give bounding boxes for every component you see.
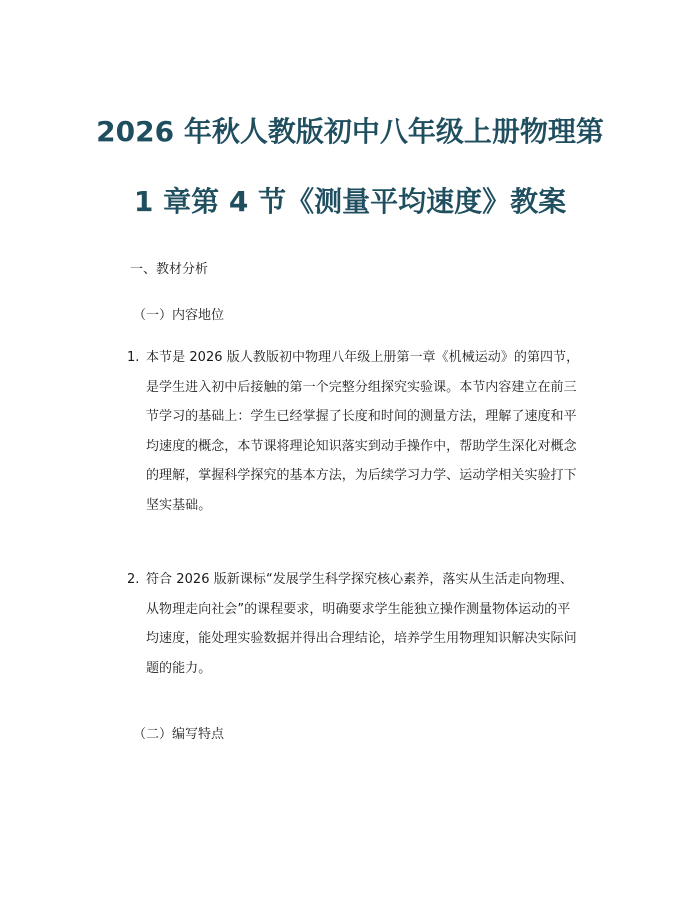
section-heading-textbook-analysis: 一、教材分析 [130, 262, 209, 277]
paragraph-line: 题的能力。 [146, 660, 212, 676]
paragraph-line: 的理解，掌握科学探究的基本方法，为后续学习力学、运动学相关实验打下 [146, 468, 577, 483]
list-item-text [146, 565, 608, 683]
paragraph-line: 从物理走向社会”的课程要求，明确要求学生能独立操作测量物体运动的平 [146, 601, 571, 617]
document-title-line-1: 2026 年秋人教版初中八年级上册物理第 [96, 115, 604, 148]
subsection-heading-writing-features: （二）编写特点 [133, 727, 225, 742]
list-item-number: 2. [127, 572, 140, 587]
paragraph-line: 均速度，能处理实验数据并得出合理结论，培养学生用物理知识解决实际问 [146, 631, 577, 646]
paragraph-line: 节学习的基础上：学生已经掌握了长度和时间的测量方法，理解了速度和平 [146, 409, 577, 424]
subsection-heading-content-position: （一）内容地位 [133, 308, 225, 323]
paragraph-line: 均速度的概念，本节课将理论知识落实到动手操作中，帮助学生深化对概念 [146, 438, 577, 454]
document-title-line-2: 1 章第 4 节《测量平均速度》教案 [133, 185, 567, 218]
paragraph-line: 本节是 2026 版人教版初中物理八年级上册第一章《机械运动》的第四节， [146, 350, 580, 365]
list-item-number: 1. [127, 350, 140, 365]
list-item-text [146, 343, 608, 520]
paragraph-line: 是学生进入初中后接触的第一个完整分组探究实验课。本节内容建立在前三 [146, 379, 577, 395]
paragraph-line: 坚实基础。 [146, 497, 212, 513]
paragraph-line: 符合 2026 版新课标“发展学生科学探究核心素养，落实从生活走向物理、 [146, 572, 573, 587]
